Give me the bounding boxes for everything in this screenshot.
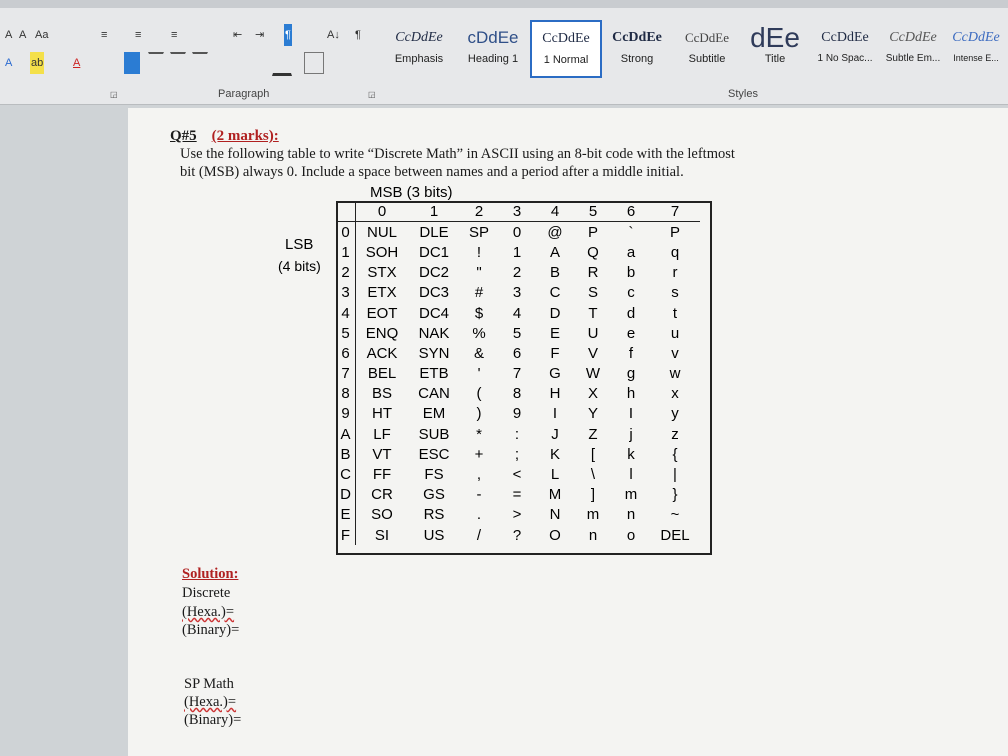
style-preview: CcDdEe — [684, 30, 730, 45]
ascii-cell: DC2 — [418, 264, 449, 282]
msb-column-header: 0 — [356, 201, 409, 222]
lsb-row-header: D — [336, 485, 356, 505]
ascii-cell: d — [626, 304, 636, 322]
ascii-cell: ` — [628, 223, 634, 241]
ascii-cell: I — [628, 405, 634, 423]
ascii-cell: M — [548, 486, 562, 504]
ascii-cell: h — [626, 385, 636, 403]
ascii-cell: ACK — [366, 344, 398, 362]
ascii-cell: T — [588, 304, 598, 322]
ascii-cell: DLE — [419, 223, 449, 241]
ascii-cell: 3 — [512, 284, 522, 302]
style-name: Intense E... — [953, 53, 999, 63]
ascii-cell: 6 — [512, 344, 522, 362]
ascii-cell: F — [550, 344, 560, 362]
ascii-cell: y — [671, 405, 679, 423]
style-title[interactable] — [740, 20, 810, 76]
ascii-cell: DC3 — [418, 284, 449, 302]
ascii-cell: \ — [590, 466, 596, 484]
style-name: Strong — [620, 53, 654, 65]
ascii-cell: % — [472, 324, 486, 342]
change-case-button[interactable]: Aa — [35, 29, 49, 41]
style-normal[interactable] — [530, 20, 602, 78]
ascii-cell: W — [585, 365, 601, 383]
ascii-cell: 4 — [512, 304, 522, 322]
table-row — [336, 303, 700, 323]
ascii-cell: ' — [477, 365, 481, 383]
table-header-row — [336, 201, 700, 222]
lsb-row-header: 4 — [336, 303, 356, 323]
ascii-cell: DC1 — [418, 243, 449, 261]
lsb-row-header: E — [336, 505, 356, 525]
ascii-cell: + — [474, 445, 484, 463]
ascii-cell: : — [514, 425, 520, 443]
question-text-line-2: bit (MSB) always 0. Include a space between names and a period after a middle initial. — [180, 164, 684, 180]
lsb-row-header: 2 — [336, 263, 356, 283]
ascii-cell: U — [587, 324, 599, 342]
lsb-row-header: 6 — [336, 343, 356, 363]
style-name: Subtitle — [688, 53, 726, 65]
ascii-cell: GS — [423, 486, 445, 504]
table-row — [336, 384, 700, 404]
ascii-cell: v — [671, 344, 679, 362]
ascii-cell: < — [512, 466, 522, 484]
ascii-cell: } — [672, 486, 678, 504]
ascii-cell: I — [552, 405, 558, 423]
ascii-cell: S — [587, 284, 598, 302]
lsb-row-header: 8 — [336, 384, 356, 404]
ascii-cell: a — [626, 243, 636, 261]
bullets-button[interactable]: ≡ — [101, 29, 108, 41]
ascii-cell: SOH — [365, 243, 399, 261]
styles-gallery — [384, 20, 1008, 78]
ascii-cell: FS — [424, 466, 444, 484]
ascii-cell: ~ — [670, 506, 680, 524]
table-row — [336, 242, 700, 262]
solution-hexa-math: (Hexa.)= — [184, 694, 237, 710]
styles-group-label: Styles — [728, 88, 758, 100]
style-name: 1 Normal — [543, 54, 589, 66]
table-row — [336, 263, 700, 283]
multilevel-list-button[interactable]: ≡ — [171, 29, 178, 41]
solution-label: Solution: — [182, 566, 239, 582]
lsb-row-header: B — [336, 444, 356, 464]
ascii-cell: H — [549, 385, 561, 403]
highlight-button[interactable]: ab — [30, 52, 44, 74]
ascii-cell: P — [669, 223, 680, 241]
style-preview: CcDdEe — [542, 31, 590, 46]
ascii-cell: [ — [590, 445, 596, 463]
ascii-cell: m — [624, 486, 638, 504]
style-preview: CcDdEe — [821, 30, 869, 45]
table-row — [336, 444, 700, 464]
ascii-cell: E — [549, 324, 560, 342]
increase-indent-button[interactable]: ⇥ — [255, 29, 265, 41]
ascii-cell: s — [671, 284, 679, 302]
decrease-indent-button[interactable]: ⇤ — [233, 29, 243, 41]
ascii-cell: r — [672, 264, 678, 282]
solution-hexa-discrete: (Hexa.)= — [182, 604, 235, 620]
ascii-cell: X — [587, 385, 598, 403]
ascii-cell: > — [512, 506, 522, 524]
lsb-sub-label: (4 bits) — [278, 258, 321, 274]
lsb-row-header: 9 — [336, 404, 356, 424]
ascii-cell: LF — [373, 425, 391, 443]
question-marks: (2 marks): — [211, 128, 279, 144]
grow-font-button[interactable]: A — [5, 29, 13, 41]
table-row — [336, 364, 700, 384]
ascii-cell: NAK — [418, 324, 450, 342]
msb-column-header: 3 — [498, 201, 536, 222]
ascii-cell: { — [672, 445, 678, 463]
sort-button[interactable]: A↓ — [327, 29, 340, 41]
align-left-button[interactable] — [124, 52, 140, 74]
ascii-cell: P — [587, 223, 598, 241]
ascii-cell: VT — [372, 445, 392, 463]
ascii-cell: n — [626, 506, 636, 524]
ascii-cell: ETB — [419, 365, 449, 383]
ascii-cell: N — [549, 506, 561, 524]
ascii-cell: g — [626, 365, 636, 383]
lsb-row-header: 7 — [336, 364, 356, 384]
style-strong[interactable] — [602, 20, 672, 76]
question-number: Q#5 — [170, 128, 197, 144]
ascii-cell: z — [671, 425, 679, 443]
table-row — [336, 525, 700, 545]
ascii-cell: ETX — [367, 284, 397, 302]
lsb-row-header: A — [336, 424, 356, 444]
ascii-cell: EM — [422, 405, 446, 423]
show-marks-button[interactable]: ¶ — [355, 29, 361, 41]
ascii-cell: RS — [423, 506, 445, 524]
ascii-cell: " — [476, 264, 482, 282]
font-dialog-launcher-icon[interactable]: ◲ — [110, 90, 118, 99]
ascii-cell: , — [476, 466, 482, 484]
ascii-cell: STX — [367, 264, 397, 282]
ascii-cell: = — [512, 486, 522, 504]
table-row — [336, 485, 700, 505]
ascii-cell: B — [549, 264, 560, 282]
ascii-cell: 8 — [512, 385, 522, 403]
table-row — [336, 283, 700, 303]
style-preview: CcDdEe — [952, 30, 1000, 45]
ascii-cell: SYN — [418, 344, 450, 362]
ascii-cell: # — [474, 284, 484, 302]
style-subtitle[interactable] — [672, 20, 742, 76]
ascii-cell: G — [549, 365, 561, 383]
lsb-row-header: 5 — [336, 323, 356, 343]
ascii-cell: k — [627, 445, 635, 463]
question-text-line-1: Use the following table to write “Discrete Math” in ASCII using an 8-bit code with the leftmost — [180, 146, 735, 162]
table-row — [336, 343, 700, 363]
ascii-cell: SO — [371, 506, 393, 524]
align-right-button[interactable] — [170, 52, 186, 75]
borders-button[interactable] — [304, 52, 324, 74]
style-preview: CcDdEe — [612, 30, 662, 45]
msb-column-header: 7 — [650, 201, 700, 222]
lsb-label: LSB — [285, 236, 314, 253]
font-color-button[interactable]: A — [73, 57, 81, 69]
ascii-cell: ] — [590, 486, 596, 504]
solution-binary-math: (Binary)= — [184, 712, 242, 728]
ribbon-tab-strip[interactable] — [0, 0, 1008, 8]
align-center-button[interactable] — [148, 52, 164, 75]
ascii-cell: 9 — [512, 405, 522, 423]
ascii-cell: US — [423, 526, 445, 544]
style-name: Heading 1 — [467, 53, 519, 65]
style-name: 1 No Spac... — [817, 53, 873, 64]
ascii-cell: D — [549, 304, 561, 322]
paragraph-dialog-launcher-icon[interactable]: ◲ — [368, 90, 376, 99]
ascii-cell: w — [669, 365, 681, 383]
style-preview: cDdEe — [467, 28, 519, 47]
ascii-cell: V — [587, 344, 598, 362]
ascii-cell: x — [671, 385, 679, 403]
lsb-row-header: F — [336, 525, 356, 545]
ascii-cell: q — [670, 243, 680, 261]
msb-label: MSB (3 bits) — [370, 184, 453, 201]
ascii-cell: Y — [587, 405, 598, 423]
ascii-cell: ; — [514, 445, 520, 463]
ascii-cell: u — [670, 324, 680, 342]
ascii-cell: C — [549, 284, 561, 302]
ascii-cell: l — [629, 466, 633, 484]
style-intense-emphasis[interactable] — [944, 20, 1008, 76]
ascii-cell: EOT — [366, 304, 398, 322]
ascii-cell: ( — [476, 385, 482, 403]
table-row — [336, 323, 700, 343]
table-row — [336, 404, 700, 424]
ascii-cell: f — [628, 344, 634, 362]
ascii-cell: SP — [468, 223, 489, 241]
ascii-cell: L — [550, 466, 560, 484]
ascii-cell: NUL — [366, 223, 397, 241]
ascii-cell: J — [551, 425, 559, 443]
ascii-cell: 2 — [512, 264, 522, 282]
ascii-cell: CAN — [418, 385, 450, 403]
ascii-cell: SI — [374, 526, 390, 544]
msb-column-header: 5 — [574, 201, 612, 222]
ascii-cell: 0 — [512, 223, 522, 241]
ascii-cell: Q — [587, 243, 599, 261]
paragraph-group-label: Paragraph — [218, 88, 270, 100]
ascii-cell: - — [476, 486, 482, 504]
ascii-cell: R — [587, 264, 599, 282]
style-name: Title — [764, 53, 786, 65]
ascii-cell: 5 — [512, 324, 522, 342]
ascii-cell: / — [476, 526, 482, 544]
ascii-cell: CR — [371, 486, 393, 504]
ascii-cell: ? — [512, 526, 522, 544]
lsb-row-header: 0 — [336, 222, 356, 243]
msb-column-header: 2 — [460, 201, 498, 222]
style-preview: CcDdEe — [889, 30, 937, 45]
ascii-cell: BS — [371, 385, 392, 403]
lsb-row-header: 3 — [336, 283, 356, 303]
ascii-cell: O — [549, 526, 561, 544]
ascii-cell: K — [549, 445, 560, 463]
ascii-cell: m — [586, 506, 600, 524]
solution-sp-math: SP Math — [184, 676, 234, 692]
style-preview: CcDdEe — [395, 30, 443, 45]
ribbon — [0, 0, 1008, 105]
shrink-font-button[interactable]: A — [19, 29, 27, 41]
text-effects-button[interactable]: A — [5, 57, 13, 69]
solution-binary-discrete: (Binary)= — [182, 622, 240, 638]
table-row — [336, 222, 700, 243]
ascii-cell: A — [549, 243, 560, 261]
ascii-cell: o — [626, 526, 636, 544]
ascii-cell: 1 — [512, 243, 522, 261]
ascii-cell: @ — [547, 223, 563, 241]
ascii-cell: DEL — [660, 526, 690, 544]
style-no-spacing[interactable] — [810, 20, 880, 76]
ascii-cell: t — [672, 304, 678, 322]
table-row — [336, 424, 700, 444]
style-name: Emphasis — [394, 53, 444, 65]
ascii-cell: j — [629, 425, 633, 443]
ascii-cell: BEL — [367, 365, 397, 383]
table-row — [336, 464, 700, 484]
ascii-cell: DC4 — [418, 304, 449, 322]
ascii-cell: SUB — [418, 425, 450, 443]
solution-discrete: Discrete — [182, 585, 231, 601]
ascii-table — [336, 201, 700, 545]
ascii-cell: c — [627, 284, 635, 302]
ascii-cell: FF — [372, 466, 392, 484]
ltr-button[interactable]: ¶ — [284, 24, 292, 46]
ascii-cell: 7 — [512, 365, 522, 383]
style-emphasis[interactable] — [384, 20, 454, 76]
shading-button[interactable] — [272, 52, 292, 76]
question-heading — [170, 128, 279, 145]
ascii-cell: n — [588, 526, 598, 544]
ascii-cell: Z — [588, 425, 598, 443]
ascii-cell: ! — [476, 243, 482, 261]
lsb-row-header: C — [336, 464, 356, 484]
style-preview: dEe — [750, 22, 800, 53]
ascii-cell: ESC — [418, 445, 450, 463]
ascii-cell: ) — [476, 405, 482, 423]
ascii-cell: ENQ — [365, 324, 399, 342]
justify-button[interactable] — [192, 52, 208, 75]
ascii-cell: . — [476, 506, 482, 524]
msb-column-header: 6 — [612, 201, 650, 222]
msb-column-header: 4 — [536, 201, 574, 222]
ascii-cell: b — [626, 264, 636, 282]
ascii-cell: | — [673, 466, 677, 484]
style-name: Subtle Em... — [885, 53, 941, 64]
table-row — [336, 505, 700, 525]
msb-column-header: 1 — [408, 201, 460, 222]
style-heading-1[interactable] — [458, 20, 528, 76]
ascii-cell: HT — [372, 405, 392, 423]
ascii-cell: & — [473, 344, 484, 362]
numbering-button[interactable]: ≡ — [135, 29, 142, 41]
ascii-cell: * — [476, 425, 482, 443]
style-subtle-emphasis[interactable] — [878, 20, 948, 76]
table-corner — [336, 201, 356, 222]
ascii-cell: e — [626, 324, 636, 342]
lsb-row-header: 1 — [336, 242, 356, 262]
ascii-cell: $ — [474, 304, 484, 322]
